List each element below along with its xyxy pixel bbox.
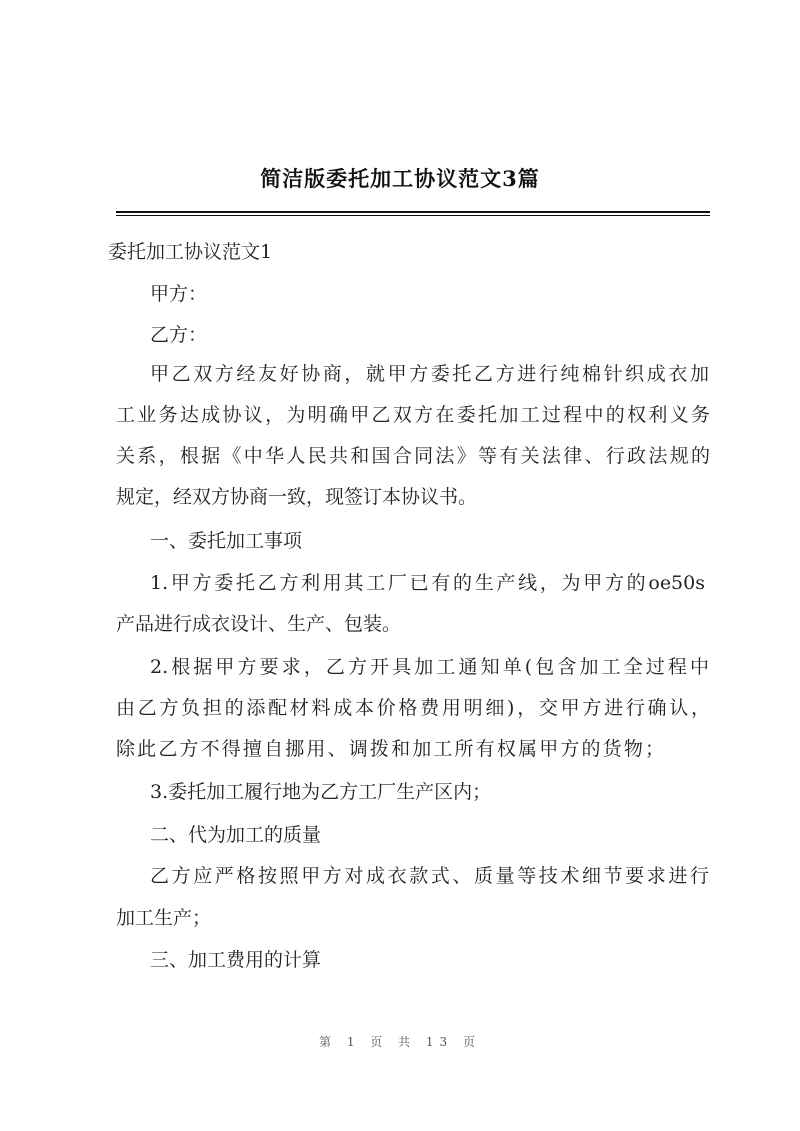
item-1-line: 1.甲方委托乙方利用其工厂已有的生产线，为甲方的oe50s <box>150 572 705 594</box>
item-1-line: 产品进行成衣设计、生产、包装。 <box>116 613 402 635</box>
title-rule-thin <box>116 215 710 216</box>
item-2-line: 由乙方负担的添配材料成本价格费用明细)，交甲方进行确认， <box>116 697 710 719</box>
intro-line: 规定，经双方协商一致，现签订本协议书。 <box>116 486 478 508</box>
intro-line: 关系，根据《中华人民共和国合同法》等有关法律、行政法规的 <box>116 445 710 467</box>
item-2-line: 除此乙方不得擅自挪用、调拨和加工所有权属甲方的货物； <box>116 738 664 760</box>
party-b-label: 乙方： <box>150 324 208 346</box>
quality-line: 加工生产； <box>116 907 212 929</box>
document-title: 简洁版委托加工协议范文3篇 <box>260 166 540 191</box>
intro-line: 甲乙双方经友好协商，就甲方委托乙方进行纯棉针织成衣加 <box>150 363 709 385</box>
quality-line: 乙方应严格按照甲方对成衣款式、质量等技术细节要求进行 <box>150 865 709 887</box>
party-a-label: 甲方： <box>150 283 208 305</box>
heading-3: 三、加工费用的计算 <box>150 949 322 971</box>
item-3: 3.委托加工履行地为乙方工厂生产区内； <box>150 781 492 803</box>
item-2-line: 2.根据甲方要求，乙方开具加工通知单(包含加工全过程中 <box>150 656 709 678</box>
page-footer: 第 1 页 共 13 页 <box>319 1035 481 1049</box>
title-rule-thick <box>116 211 710 213</box>
heading-2: 二、代为加工的质量 <box>150 824 322 846</box>
intro-line: 工业务达成协议，为明确甲乙双方在委托加工过程中的权利义务 <box>116 404 710 426</box>
section-heading: 委托加工协议范文1 <box>108 241 273 263</box>
heading-1: 一、委托加工事项 <box>150 530 303 552</box>
